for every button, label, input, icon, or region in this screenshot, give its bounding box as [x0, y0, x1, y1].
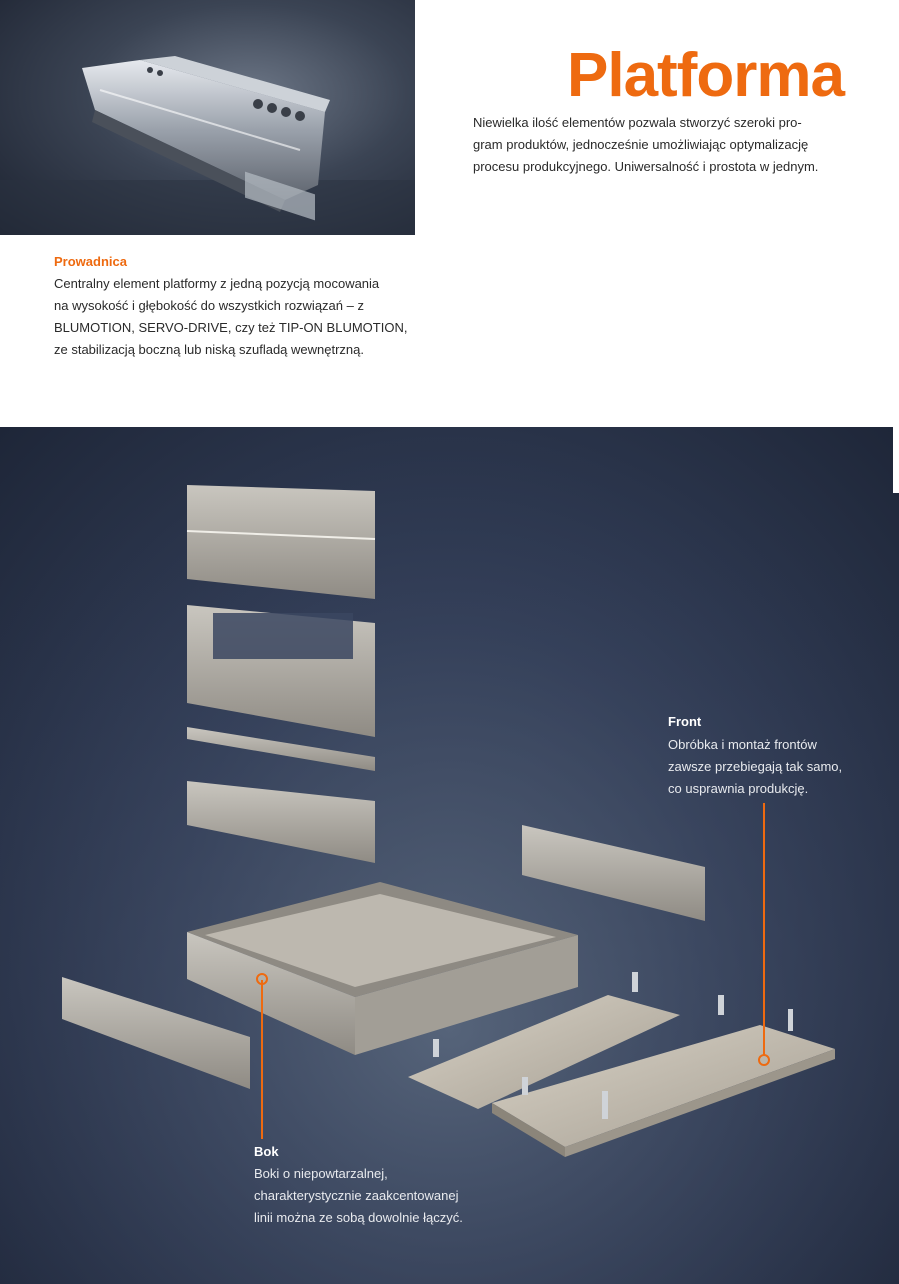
intro-text [473, 112, 863, 178]
front-line: Obróbka i montaż frontów [668, 737, 817, 752]
front-text [668, 734, 842, 800]
intro-line: gram produktów, jednocześnie umożliwiając optymalizację [473, 137, 809, 152]
intro-line: Niewielka ilość elementów pozwala stworzyć szeroki pro- [473, 115, 802, 130]
front-line: co usprawnia produkcję. [668, 781, 809, 796]
front-heading: Front [668, 714, 702, 729]
guide-line: na wysokość i głębokość do wszystkich rozwiązań – z [54, 298, 364, 313]
runner-illustration [0, 0, 415, 235]
page-title: Platforma [567, 41, 844, 110]
photo-notch [893, 427, 899, 493]
front-line: zawsze przebiegają tak samo, [668, 759, 843, 774]
side-text [254, 1163, 463, 1229]
side-line: Boki o niepowtarzalnej, [254, 1166, 388, 1181]
drawer-illustration [0, 427, 899, 1284]
guide-line: Centralny element platformy z jedną pozycją mocowania [54, 276, 380, 291]
guide-line: ze stabilizacją boczną lub niską szufladą wewnętrzną. [54, 342, 365, 357]
side-line: linii można ze sobą dowolnie łączyć. [254, 1210, 463, 1225]
runner-photo [0, 0, 415, 235]
side-line: charakterystycznie zaakcentowanej [254, 1188, 459, 1203]
intro-line: procesu produkcyjnego. Uniwersalność i prostota w jednym. [473, 159, 819, 174]
side-heading: Bok [254, 1144, 279, 1159]
guide-text [54, 273, 407, 361]
drawer-photo [0, 427, 899, 1284]
guide-heading: Prowadnica [54, 254, 127, 269]
guide-line: BLUMOTION, SERVO-DRIVE, czy też TIP-ON BLUMOTION, [54, 320, 408, 335]
